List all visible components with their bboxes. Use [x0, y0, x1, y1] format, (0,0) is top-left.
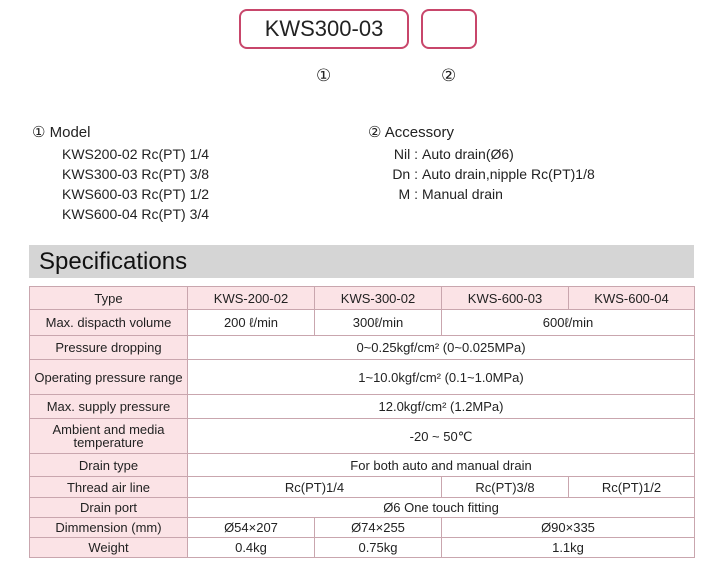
- accessory-list: [368, 144, 595, 204]
- table-cell: 200 ℓ/min: [188, 310, 315, 336]
- model-item: KWS200-02 Rc(PT) 1/4: [62, 146, 210, 162]
- model-item: KWS600-04 Rc(PT) 3/4: [62, 206, 210, 222]
- table-cell: -20 ~ 50℃: [188, 419, 695, 454]
- row-label: Thread air line: [30, 477, 188, 498]
- table-cell: 1~10.0kgf/cm² (0.1~1.0MPa): [188, 360, 695, 395]
- type-cell: KWS-200-02: [188, 287, 315, 310]
- accessory-code: Dn :: [392, 166, 418, 182]
- table-cell: Ø74×255: [315, 518, 442, 538]
- row-label: Max. dispacth volume: [30, 310, 188, 336]
- table-cell: For both auto and manual drain: [188, 454, 695, 477]
- table-row: [30, 395, 695, 419]
- type-cell: KWS-600-03: [442, 287, 569, 310]
- table-row: [30, 538, 695, 558]
- accessory-code: M :: [398, 186, 418, 202]
- specifications-title: Specifications: [39, 247, 188, 275]
- table-row: [30, 336, 695, 360]
- model-title: ① Model: [32, 124, 91, 141]
- table-cell: 12.0kgf/cm² (1.2MPa): [188, 395, 695, 419]
- model-code-text: KWS300-03: [264, 16, 384, 41]
- accessory-title: ② Accessory: [368, 124, 454, 141]
- table-cell: 0~0.25kgf/cm² (0~0.025MPa): [188, 336, 695, 360]
- table-row: [30, 287, 695, 310]
- table-row: [30, 454, 695, 477]
- model-item: KWS600-03 Rc(PT) 1/2: [62, 186, 210, 202]
- row-label: Type: [30, 287, 188, 310]
- table-cell: Ø54×207: [188, 518, 315, 538]
- row-label: Drain type: [30, 454, 188, 477]
- accessory-code: Nil :: [393, 146, 418, 162]
- type-cell: KWS-300-02: [315, 287, 442, 310]
- table-cell: 0.75kg: [315, 538, 442, 558]
- marker-2: ②: [441, 66, 457, 85]
- specifications-table: [29, 286, 695, 558]
- model-list: [32, 144, 209, 224]
- accessory-item: [368, 184, 595, 204]
- table-cell: 300ℓ/min: [315, 310, 442, 336]
- table-cell: Rc(PT)1/4: [188, 477, 442, 498]
- row-label: Drain port: [30, 498, 188, 518]
- table-cell: Rc(PT)3/8: [442, 477, 569, 498]
- type-cell: KWS-600-04: [569, 287, 695, 310]
- row-label: Max. supply pressure: [30, 395, 188, 419]
- accessory-item: [368, 144, 595, 164]
- table-row: [30, 477, 695, 498]
- accessory-code-box: [421, 9, 477, 49]
- table-row: [30, 498, 695, 518]
- specifications-heading: [29, 245, 694, 278]
- table-row: [30, 310, 695, 336]
- row-label: Pressure dropping: [30, 336, 188, 360]
- row-label: Ambient and media temperature: [30, 419, 188, 454]
- accessory-section: [368, 123, 595, 204]
- table-row: [30, 518, 695, 538]
- table-row: [30, 419, 695, 454]
- table-cell: 0.4kg: [188, 538, 315, 558]
- model-code-box: [239, 9, 409, 49]
- table-cell: Rc(PT)1/2: [569, 477, 695, 498]
- table-row: [30, 360, 695, 395]
- row-label: Weight: [30, 538, 188, 558]
- table-cell: 1.1kg: [442, 538, 695, 558]
- table-cell: Ø6 One touch fitting: [188, 498, 695, 518]
- accessory-desc: Auto drain,nipple Rc(PT)1/8: [422, 166, 595, 182]
- model-item: KWS300-03 Rc(PT) 3/8: [62, 166, 210, 182]
- accessory-desc: Auto drain(Ø6): [422, 146, 514, 162]
- row-label: Operating pressure range: [30, 360, 188, 395]
- accessory-desc: Manual drain: [422, 186, 503, 202]
- row-label: Dimmension (mm): [30, 518, 188, 538]
- marker-1: ①: [316, 66, 332, 85]
- table-cell: 600ℓ/min: [442, 310, 695, 336]
- accessory-item: [368, 164, 595, 184]
- table-cell: Ø90×335: [442, 518, 695, 538]
- model-section: [32, 123, 209, 224]
